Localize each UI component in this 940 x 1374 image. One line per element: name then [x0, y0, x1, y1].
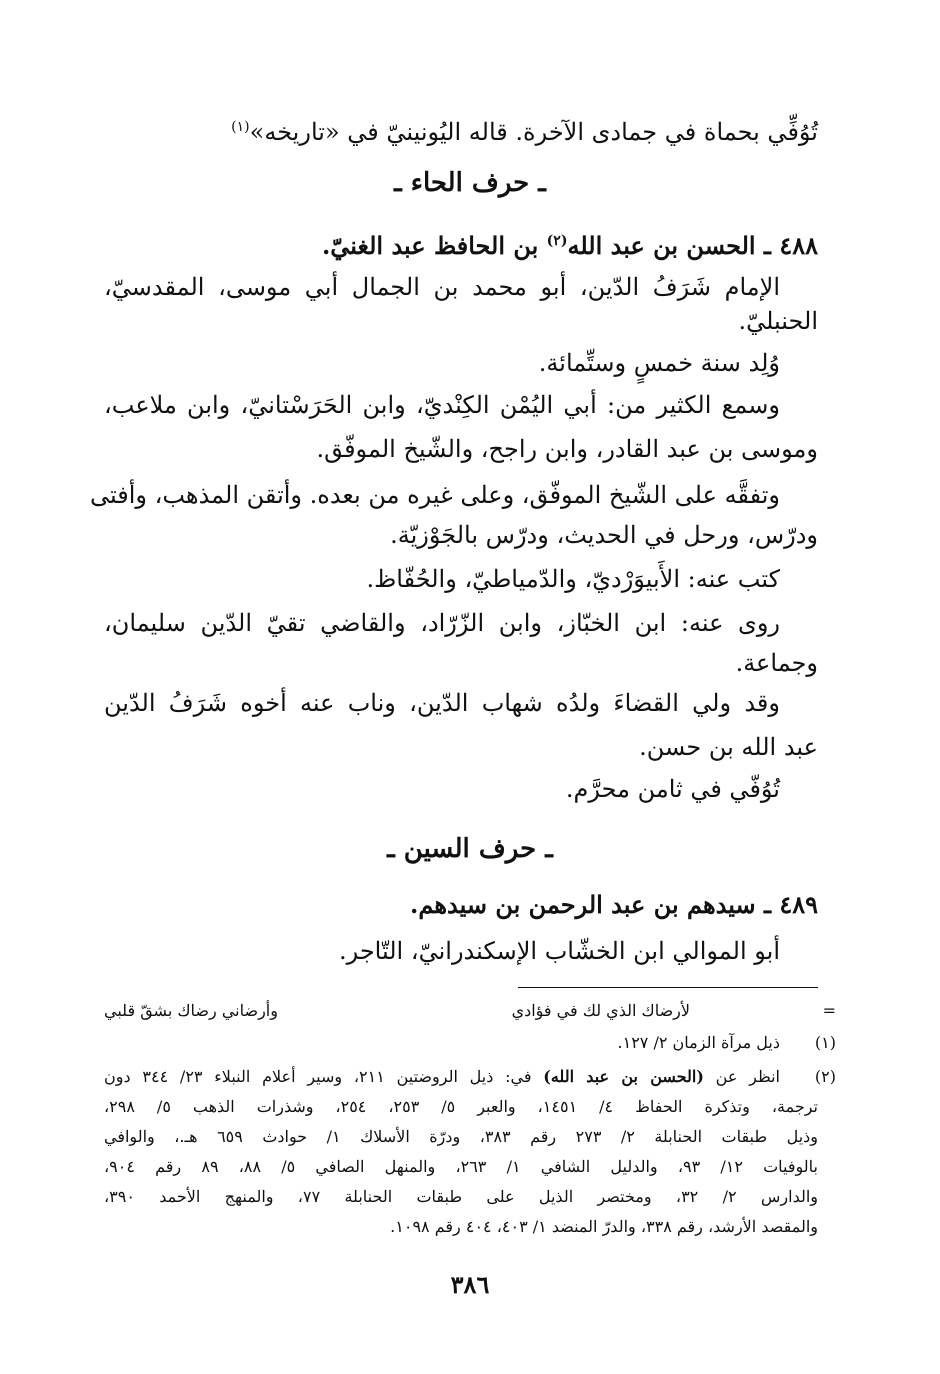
page-number: ٣٨٦ [450, 1270, 490, 1299]
paragraph-line: وموسى بن عبد القادر، وابن راجح، والشّيخ الموفّق. [316, 435, 818, 463]
footnote-ref: (٢) [546, 233, 568, 249]
footnote-ref: (١) [231, 119, 250, 135]
entry-488-title [104, 222, 818, 265]
footnote-text: والمقصد الأرشد، رقم ٣٣٨، والدرّ المنضد ١/ ٤٠٣، ٤٠٤ رقم ١٠٩٨. [390, 1217, 818, 1236]
section-heading-seen: ـ حرف السين ـ [387, 834, 553, 864]
paragraph-line: تُوُفّي في ثامن محرَّم. [565, 775, 780, 803]
entry-489-title: ٤٨٩ ـ سيدهم بن عبد الرحمن بن سيدهم. [410, 890, 818, 919]
entry-title-text: بن الحافظ عبد الغنيّ. [321, 231, 547, 260]
paragraph-line: أبو الموالي ابن الخشّاب الإسكندرانيّ، التّاجر. [338, 937, 780, 965]
footnote-text: وذيل طبقات الحنابلة ٢/ ٢٧٣ رقم ٣٨٣، ودرّة الأسلاك ١/ حوادث ٦٥٩ هـ.، والوافي [104, 1127, 818, 1146]
section-heading-haa: ـ حرف الحاء ـ [394, 168, 546, 198]
poem-hemistich-left: وأرضاني رضاك بشقّ قلبي [104, 1001, 278, 1020]
paragraph-line: وقد ولي القضاءَ ولدُه شهاب الدّين، وناب عنه أخوه شَرَفُ الدّين [104, 689, 780, 717]
footnote-text: والدارس ٢/ ٣٢، ومختصر الذيل على طبقات الحنابلة ٧٧، والمنهج الأحمد ٣٩٠، [104, 1187, 819, 1206]
paragraph-line: ودرّس، ورحل في الحديث، ودرّس بالجَوْزيّة. [390, 521, 818, 549]
paragraph-line: وتفقَّه على الشّيخ الموفّق، وعلى غيره من بعده. وأتقن المذهب، وأفتى [90, 481, 780, 509]
footnote-span: انظر عن [703, 1067, 781, 1086]
paragraph-line: الحنبليّ. [738, 307, 818, 335]
footnote-continuation-mark: = [822, 1001, 836, 1020]
paragraph-line: وُلِد سنة خمسٍ وستِّمائة. [538, 349, 780, 377]
paragraph-line: عبد الله بن حسن. [639, 733, 818, 761]
text-line [104, 108, 818, 151]
paragraph-line: الإمام شَرَفُ الدّين، أبو محمد بن الجمال أبي موسى، المقدسيّ، [104, 273, 781, 301]
footnote-text: ذيل مرآة الزمان ٢/ ١٢٧. [617, 1033, 780, 1052]
paragraph-line: كتب عنه: الأَبيوَرْديّ، والدّمياطيّ، والحُفّاظ. [366, 565, 780, 593]
entry-title-text: ٤٨٨ ـ الحسن بن عبد الله [567, 231, 818, 260]
paragraph-line: وسمع الكثير من: أبي اليُمْن الكِنْديّ، وابن الحَرَسْتانيّ، وابن ملاعب، [104, 391, 780, 419]
footnote-number: (١) [814, 1033, 836, 1052]
text-span: تُوُفِّي بحماة في جمادى الآخرة. قاله اليُونينيّ في «تاريخه» [249, 118, 818, 146]
footnote-divider [518, 987, 818, 988]
poem-hemistich-right: لأرضاك الذي لك في فؤادي [511, 1001, 690, 1020]
footnote-number: (٢) [814, 1067, 836, 1086]
footnote-text [104, 1064, 780, 1090]
footnote-span: في: ذيل الروضتين ٢١١، وسير أعلام النبلاء ٢٣/ ٣٤٤ دون [104, 1067, 544, 1086]
footnote-text: ترجمة، وتذكرة الحفاظ ٤/ ١٤٥١، والعبر ٥/ ٢٥٣، ٢٥٤، وشذرات الذهب ٥/ ٢٩٨، [104, 1097, 818, 1116]
paragraph-line: وجماعة. [735, 649, 818, 677]
paragraph-line: روى عنه: ابن الخبّاز، وابن الزّرّاد، والقاضي تقيّ الدّين سليمان، [104, 609, 780, 637]
footnote-bold-span: (الحسن بن عبد الله) [543, 1067, 704, 1086]
footnote-text: بالوفيات ١٢/ ٩٣، والدليل الشافي ١/ ٢٦٣، والمنهل الصافي ٥/ ٨٨، ٨٩ رقم ٩٠٤، [104, 1157, 818, 1176]
